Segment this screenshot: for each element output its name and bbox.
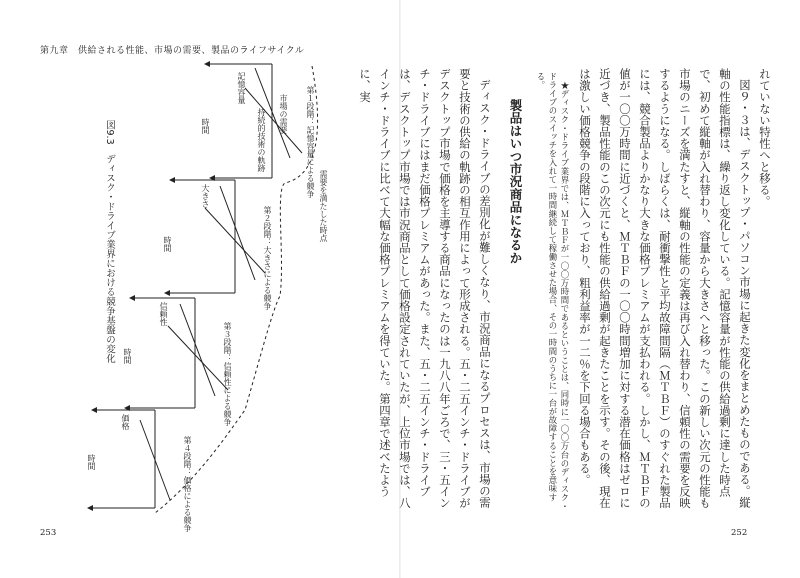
stage3-demand-line — [180, 304, 215, 396]
running-head: 第九章 供給される性能、市場の需要、製品のライフサイクル — [40, 46, 305, 56]
stage2-demand-line — [220, 186, 255, 280]
stage1-axis-label: 記憶容量 — [237, 72, 246, 104]
stage1-label: 第１段階：記憶容量による競争 — [306, 86, 315, 198]
stage1-time-label: 時間 — [201, 118, 210, 134]
paragraph-2: 図９・３は、デスクトップ・パソコン市場に起きた変化をまとめたものである。縦軸の性能指標は、繰り返し変化している。記憶容量が性能の供給過剰に達した時点で、初めて縦軸が入れ替わり、容量から大きさへと移った。この新しい次元の性能も市場のニーズを満たすと、縦軸の性能の定義は再び入れ替わり、信頼性の需要を反映するようになる。しばらくは、耐衝撃性と平均故障間隔（ＭＴＢＦ）のすぐれた製品には、競合製品よりかなり大きな価格プレミアムが支払われる。しかし、ＭＴＢＦの値が一〇〇万時間に近づくと、ＭＴＢＦの一〇〇時間増加に対する潜在価格はゼロに近づき、製品性能のこの次元にも性能の供給過剰が起きたことを示す。その後、現在は激しい価格競争の段階に入っており、粗利益率が一二％を下回る場合もある。 — [578, 68, 752, 509]
figure-caption: 図9.3 ディスク・ドライブ業界における競争基盤の変化 — [104, 120, 115, 364]
stage2-axis-label: 大きさ — [201, 184, 210, 208]
demand-met-label: 需要を満たした時点 — [319, 170, 328, 242]
stage3-time-label: 時間 — [123, 348, 132, 364]
stage1-supply-line — [245, 88, 302, 153]
page-number-right: 252 — [731, 528, 748, 538]
section-heading: 製品はいつ市況商品になるか — [508, 99, 523, 265]
progression-curve — [155, 66, 318, 513]
footnote: ★ディスク・ドライブ業界では、ＭＴＢＦが一〇〇万時間であるということは、同時に一〇〇万台のディスク・ドライブのスイッチを入れて一時間継続して稼働させた場合、その一時間のうちに一台が故障することを意味する。 — [536, 72, 570, 511]
stage3-axis-label: 信頼性 — [159, 302, 168, 326]
page-number-left: 253 — [40, 528, 57, 538]
paragraph-3: ディスク・ドライブの差別化が難しくなり、市況商品になるプロセスは、市場の需要と技術の供給の軌跡の相互作用によって形成される。五・二五インチ・ドライブがデスクトップ市場で価格を主導する商品になったのは一九八八年ごろで、三・五インチ・ドライブにはまだ価格プレミアムがあった。また、五・二五インチ・ドライブは、デスクトップ市場では市況商品として価格設定されていたが、上位市場では、八インチ・ドライブに比べて大幅な価格プレミアムを得ていた。第四章で述べたように、実 — [358, 68, 492, 509]
stage3-label: 第３段階：信頼性による競争 — [223, 322, 232, 426]
right-page-body — [358, 68, 775, 516]
demand-label: 市場の需要 — [279, 94, 288, 134]
supply-label: 持続的技術の軌跡 — [257, 108, 266, 172]
stage2-label: 第２段階：大きさによる競争 — [263, 206, 272, 310]
stage2-time-label: 時間 — [163, 236, 172, 252]
stage3-supply-line — [168, 326, 228, 390]
stage4-axis-label: 価格 — [121, 414, 130, 430]
figure-9-3 — [40, 58, 360, 532]
paragraph-1: れていない特性へと移る。 — [758, 68, 772, 208]
stage4-label: 第４段階：価格による競争 — [183, 436, 192, 532]
stage4-time-label: 時間 — [87, 454, 96, 470]
